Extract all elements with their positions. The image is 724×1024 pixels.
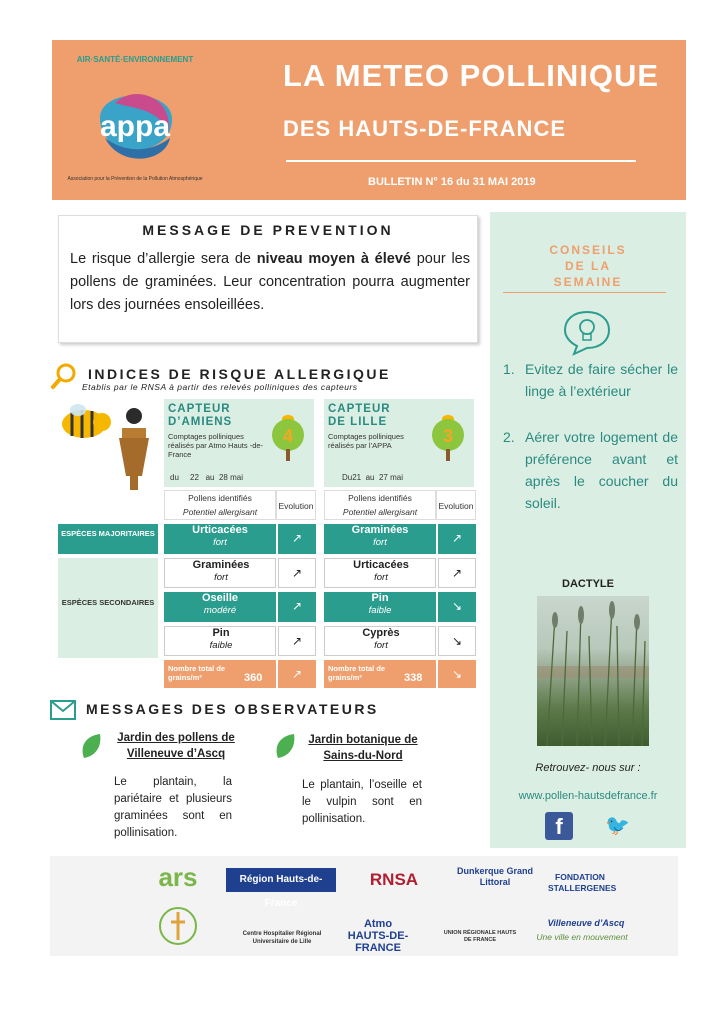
capteur-lille-card [324,399,474,487]
villeneuve-slogan: Une ville en mouvement [536,932,628,942]
bee-mascot-icon [54,398,162,490]
evolution-arrow: ↗ [278,626,316,656]
col-header-evolution: Evolution [276,490,316,520]
capteur-dates: Du21 au 27 mai [342,473,403,482]
capteur-dates: du 22 au 28 mai [170,473,243,482]
indices-subtitle: Etablis par le RNSA à partir des relevés polliniques des capteurs [82,382,358,392]
evolution-arrow: ↗ [278,558,316,588]
conseils-title-line: DE LA [565,259,611,273]
prevention-text [70,248,470,317]
facebook-icon[interactable]: f [545,812,573,840]
especes-majoritaires-label: ESPÈCES MAJORITAIRES [58,524,158,554]
prevention-text-end: pour les pollens de graminées. Leur concentration pourra augmenter lors des journées ensoleillées. [70,251,470,313]
svg-text:3: 3 [442,426,454,446]
evolution-arrow: ↘ [438,626,476,656]
conseils-title-line: SEMAINE [553,275,623,289]
col-header-pollens: Pollens identifiés Potentiel allergisant [164,490,276,520]
evolution-arrow: ↘ [438,592,476,622]
fondation-logo: FONDATION STALLERGENES [548,872,617,893]
page-subtitle: DES HAUTS-DE-FRANCE [283,116,566,141]
capteur-name: CAPTEUR DE LILLE [328,403,391,428]
union-regionale-logo: UNION RÉGIONALE HAUTS DE FRANCE [443,930,517,943]
pharmacie-logo-icon [158,904,198,948]
evolution-arrow: ↘ [438,660,476,688]
evolution-arrow: ↗ [278,592,316,622]
conseils-divider [503,292,666,293]
dunkerque-logo: Dunkerque Grand Littoral [456,866,533,887]
tree-index-icon [428,405,468,465]
dactyle-photo [537,596,649,746]
conseils-title-line: CONSEILS [549,243,627,257]
pollen-cell: Graminées fort [324,524,436,554]
villeneuve-logo: Villeneuve d’Ascq [547,918,625,928]
observateurs-title: MESSAGES DES OBSERVATEURS [86,701,379,717]
ars-logo: ars [158,862,198,892]
page-title: LA METEO POLLINIQUE [283,58,660,93]
evolution-arrow: ↗ [278,660,316,688]
chru-logo: Centre Hospitalier Régional Universitaire de Lille [242,931,322,945]
pollen-cell: Pin faible [164,626,276,656]
garden-message: Le plantain, l’oseille et le vulpin sont en pollinisation. [302,779,422,825]
col-header-evolution: Evolution [436,490,476,520]
prevention-text-start: Le risque d’allergie sera de [70,251,257,267]
svg-text:appa: appa [99,110,171,143]
conseil-item-2: 2. Aérer votre logement de préférence avant et après le coucher du soleil. [503,429,678,511]
svg-text:4: 4 [282,426,294,446]
capteur-amiens-card [164,399,314,487]
indices-title: INDICES DE RISQUE ALLERGIQUE [88,366,391,382]
lightbulb-speech-icon [562,308,612,358]
title-divider [286,160,636,162]
twitter-icon[interactable]: 🐦 [605,815,630,837]
pollen-cell: Urticacées fort [324,558,436,588]
tree-index-icon [268,405,308,465]
magnifier-icon [50,362,78,390]
total-cell: Nombre total de grains/m³ 338 [324,660,436,688]
total-cell: Nombre total de grains/m³ 360 [164,660,276,688]
evolution-arrow: ↗ [278,524,316,554]
capteur-desc: Comptages polliniques réalisés par Atmo Hauts -de-France [168,432,264,459]
evolution-arrow: ↗ [438,558,476,588]
pollen-cell: Graminées fort [164,558,276,588]
conseils-title [500,242,676,290]
evolution-arrow: ↗ [438,524,476,554]
website-link[interactable]: www.pollen-hautsdefrance.fr [518,790,658,802]
retrouvez-label: Retrouvez- nous sur : [535,762,641,774]
conseil-item-1: 1. Evitez de faire sécher le linge à l’extérieur [503,361,678,399]
prevention-text-bold: niveau moyen à élevé [256,251,411,267]
plant-name: DACTYLE [562,578,614,590]
col-header-pollens: Pollens identifiés Potentiel allergisant [324,490,436,520]
bulletin-label: BULLETIN N° 16 du 31 MAI 2019 [368,176,536,188]
appa-logo [60,48,210,198]
pollen-cell: Urticacées fort [164,524,276,554]
svg-text:Association pour la Prévention: Association pour la Prévention de la Pollution Atmosphérique [67,176,203,182]
garden-message: Le plantain, la pariétaire et plusieurs graminées sont en pollinisation. [114,776,232,839]
pollen-cell: Cyprès fort [324,626,436,656]
capteur-desc: Comptages polliniques réalisés par l’APPA [328,432,404,450]
pollen-cell: Pin faible [324,592,436,622]
envelope-icon [50,700,76,720]
leaf-icon [272,732,298,760]
pollen-cell: Oseille modéré [164,592,276,622]
region-logo: Région Hauts-de-France [226,868,336,892]
leaf-icon [78,732,104,760]
svg-text:AIR·SANTÉ·ENVIRONNEMENT: AIR·SANTÉ·ENVIRONNEMENT [76,55,194,64]
garden-name: Jardin des pollens de Villeneuve d’Ascq [117,732,235,760]
garden-name: Jardin botanique de Sains-du-Nord [308,734,418,762]
capteur-name: CAPTEUR D’AMIENS [168,403,233,428]
prevention-title: MESSAGE DE PREVENTION [142,222,394,238]
especes-secondaires-label: ESPÈCES SECONDAIRES [58,558,158,658]
atmo-logo: Atmo HAUTS-DE-FRANCE [347,918,409,954]
rnsa-logo: RNSA [369,870,419,889]
